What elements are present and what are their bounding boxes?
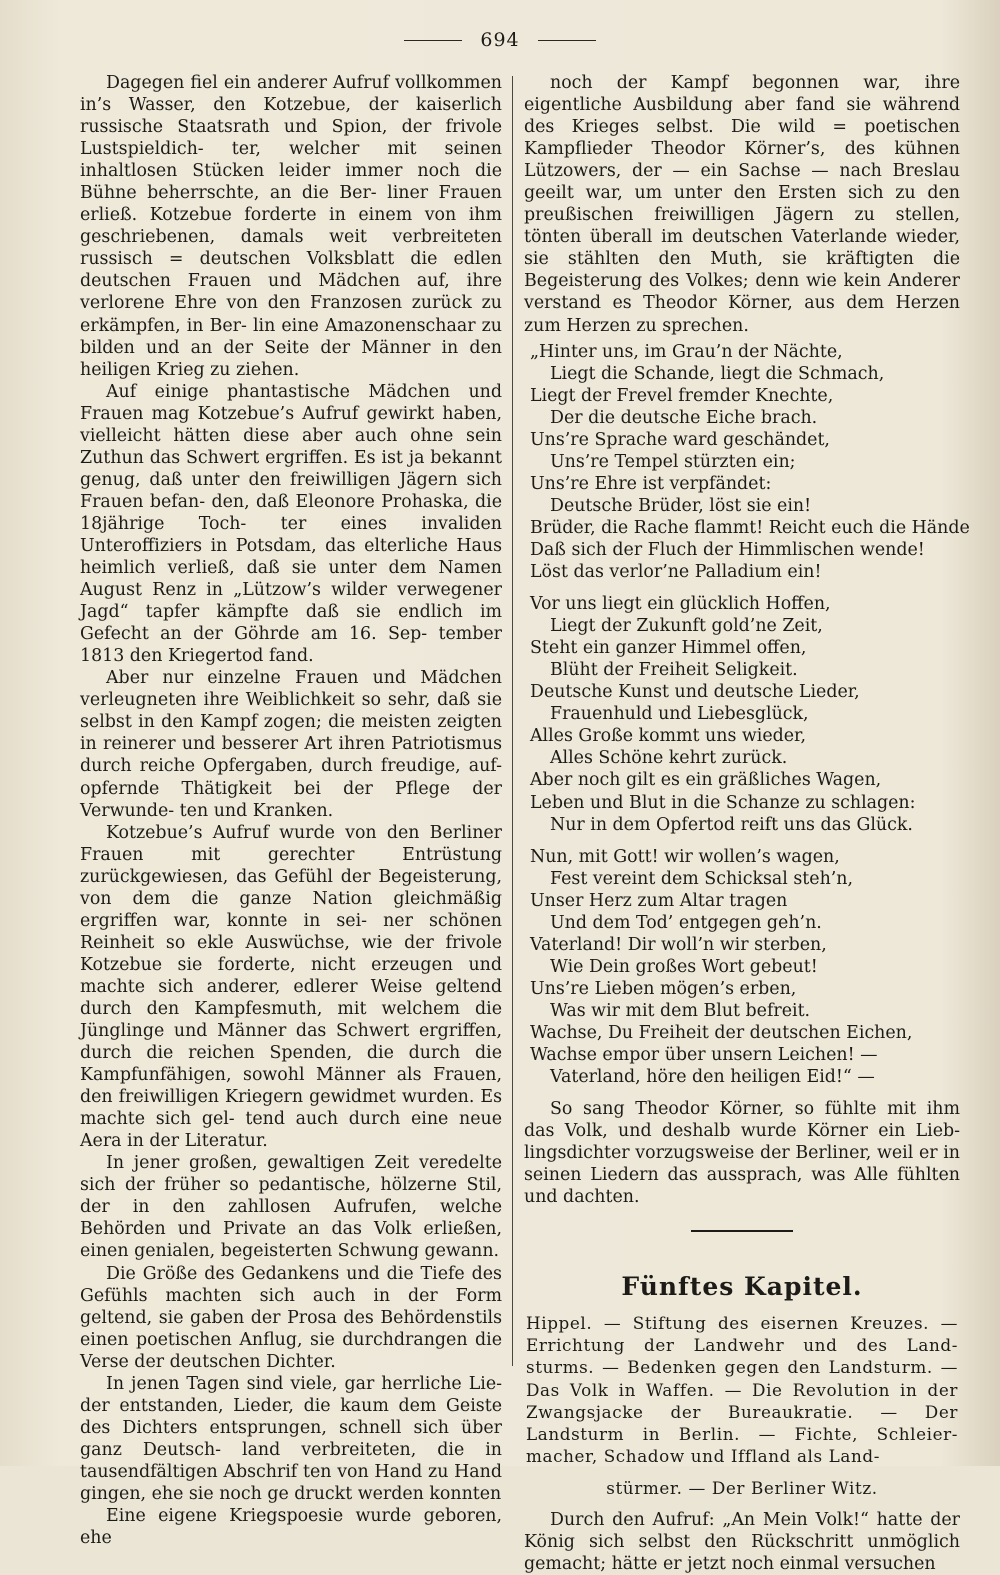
poem-line: Liegt die Schande, liegt die Schmach, bbox=[550, 363, 885, 384]
paragraph: Dagegen fiel ein anderer Aufruf vollkommen in’s Wasser, den Kotzebue, der kaiserlich russische Staatsrath und Spion, der frivole Lustspieldich- ter, welcher mit seinen inhaltlosen Stücken leider immer noch die Bühne beherrschte, an die Ber- liner Frauen erließ. Kotzebue forderte in einem von ihm geschriebenen, damals weit verbreiteten russisch = deutschen Volksblatt die edlen deutschen Frauen und Mädchen auf, ihre verlorene Ehre von den Franzosen zurück zu erkämpfen, in Ber- lin eine Amazonenschaar zu bilden und an der Seite der Männer in den heiligen Krieg zu ziehen. bbox=[80, 73, 502, 380]
poem-stanza bbox=[530, 846, 960, 1089]
poem-line: Fest vereint dem Schicksal steh’n, bbox=[550, 868, 854, 889]
poem-line: Blüht der Freiheit Seligkeit. bbox=[550, 660, 798, 681]
section-rule bbox=[691, 1230, 793, 1232]
left-column bbox=[80, 72, 502, 1549]
poem-line: Aber noch gilt es ein gräßliches Wagen, bbox=[530, 770, 882, 791]
column-divider bbox=[512, 76, 513, 1366]
poem-stanza bbox=[530, 593, 960, 836]
paragraph: In jener großen, gewaltigen Zeit veredelte sich der früher so pedantische, hölzerne Stil, der in den zahllosen Aufrufen, welche Behörden und Private an das Volk erließen, einen genialen, begeisterten Schwung gewann. bbox=[80, 1153, 502, 1262]
poem-line: Liegt der Frevel fremder Knechte, bbox=[530, 385, 834, 406]
header-rule-left bbox=[404, 40, 462, 41]
poem-line: Uns’re Sprache ward geschändet, bbox=[530, 429, 830, 450]
paragraph: Auf einige phantastische Mädchen und Frauen mag Kotzebue’s Aufruf gewirkt haben, vielleicht hätten diese aber auch ohne sein Zuthun das Schwert ergriffen. Es ist ja bekannt genug, daß unter den freiwilligen Jägern sich Frauen befan- den, daß Eleonore Prohaska, die 18jährige Toch- ter eines invaliden Unteroffiziers in Potsdam, das elterliche Haus heimlich verließ, daß sie unter dem Namen August Renz in „Lützow’s wilder verwegener Jagd“ tapfer kämpfte daß sie endlich im Gefecht an der Göhrde am 16. Sep- tember 1813 den Kriegertod fand. bbox=[80, 381, 502, 667]
poem-line: Löst das verlor’ne Palladium ein! bbox=[530, 562, 822, 583]
paragraph: Aber nur einzelne Frauen und Mädchen verleugneten ihre Weiblichkeit so sehr, daß sie selbst in den Kampf zogen; die meisten zeigten in reinerer und besserer Art ihren Patriotismus durch reiche Opfergaben, durch freudige, auf- opfernde Thätigkeit bei der Pflege der Verwunde- ten und Kranken. bbox=[80, 668, 502, 821]
poem-line: Daß sich der Fluch der Himmlischen wende! bbox=[530, 539, 925, 560]
paragraph: Eine eigene Kriegspoesie wurde geboren, ehe bbox=[80, 1506, 502, 1549]
page-number: 694 bbox=[480, 29, 520, 51]
poem-line: Leben und Blut in die Schanze zu schlagen: bbox=[530, 792, 916, 813]
poem-line: Frauenhuld und Liebesglück, bbox=[550, 704, 809, 725]
poem-line: Vor uns liegt ein glücklich Hoffen, bbox=[530, 594, 831, 615]
poem-line: Uns’re Ehre ist verpfändet: bbox=[530, 473, 772, 494]
chapter-title: Fünftes Kapitel. bbox=[621, 1272, 863, 1302]
paragraph: Durch den Aufruf: „An Mein Volk!“ hatte der König sich selbst den Rückschritt unmöglich gemacht; hätte er jetzt noch einmal versuchen bbox=[524, 1509, 960, 1574]
chapter-summary-last-line: stürmer. — Der Berliner Witz. bbox=[606, 1477, 878, 1498]
poem-line: Nun, mit Gott! wir wollen’s wagen, bbox=[530, 846, 840, 867]
poem-line: Wachse empor über unsern Leichen! — bbox=[530, 1045, 878, 1066]
poem-line: Wachse, Du Freiheit der deutschen Eichen, bbox=[530, 1022, 913, 1043]
paragraph: Kotzebue’s Aufruf wurde von den Berliner Frauen mit gerechter Entrüstung zurückgewiesen, das Gefühl der Begeisterung, von dem die ganze Nation gleichmäßig ergriffen war, konnte in sei- ner schönen Reinheit so ekle Auswüchse, wie der frivole Kotzebue sie forderte, nicht erzeugen und machte sich anderer, edlerer Weise geltend durch den Kampfesmuth, mit welchem die Jünglinge und Männer das Schwert ergriffen, durch die reichen Spenden, die durch die Kampfunfähigen, sowohl Männer als Frauen, den freiwilligen Kriegern gewidmet wurden. Es machte sich gel- tend auch durch eine neue Aera in der Literatur. bbox=[80, 822, 502, 1152]
poem-line: Und dem Tod’ entgegen geh’n. bbox=[550, 912, 822, 933]
poem-line: Wie Dein großes Wort gebeut! bbox=[550, 956, 818, 977]
poem-stanza bbox=[530, 341, 970, 584]
header-rule-right bbox=[538, 40, 596, 41]
chapter-summary-text: Hippel. — Stiftung des eisernen Kreuzes. — Errichtung der Landwehr und des Land- sturms. — Bedenken gegen den Landsturm. — Das Volk in Waffen. — Die Revolution in der Zwangsjacke der Bureaukratie. — Der Landsturm in Berlin. — Fichte, Schleier- macher, Schadow und Iffland als Land- bbox=[526, 1313, 958, 1466]
poem-line: Uns’re Lieben mögen’s erben, bbox=[530, 978, 797, 999]
paragraph: noch der Kampf begonnen war, ihre eigentliche Ausbildung aber fand sie während des Krieges selbst. Die wild = poetischen Kampflieder Theodor Körner’s, des kühnen Lützowers, der — ein Sachse — nach Breslau geeilt war, um unter den Ersten sich zu den preußischen freiwilligen Jägern zu stellen, tönten überall im deutschen Vaterlande wieder, sie stählten den Muth, sie kräftigten die Begeisterung des Volkes; denn wie kein Anderer verstand es Theodor Körner, aus dem Herzen zum Herzen zu sprechen. bbox=[524, 73, 960, 336]
poem-line: Nur in dem Opfertod reift uns das Glück. bbox=[550, 814, 913, 835]
poem-line: Was wir mit dem Blut befreit. bbox=[550, 1000, 811, 1021]
chapter-summary bbox=[524, 1312, 960, 1466]
poem-line: Der die deutsche Eiche brach. bbox=[550, 407, 818, 428]
poem-line: Deutsche Kunst und deutsche Lieder, bbox=[530, 682, 860, 703]
poem-line: Deutsche Brüder, löst sie ein! bbox=[550, 495, 812, 516]
poem-line: Vaterland, höre den heiligen Eid!“ — bbox=[550, 1067, 875, 1088]
paragraph: Die Größe des Gedankens und die Tiefe des Gefühls machten sich auch in der Form geltend, sie gaben der Prosa des Behördenstils einen poetischen Anflug, sie durchdrangen die Verse der deutschen Dichter. bbox=[80, 1263, 502, 1372]
poem-line: Alles Große kommt uns wieder, bbox=[530, 726, 806, 747]
paragraph: In jenen Tagen sind viele, gar herrliche Lie- der entstanden, Lieder, die kaum dem Geiste des Dichters entsprungen, schnell sich über ganz Deutsch- land verbreiteten, die in tausendfältigen Abschrif ten von Hand zu Hand gingen, ehe sie noch ge druckt werden konnten bbox=[80, 1373, 502, 1504]
paragraph: So sang Theodor Körner, so fühlte mit ihm das Volk, und deshalb wurde Körner ein Lieb- lingsdichter vorzugsweise der Berliner, weil er in seinen Liedern das aussprach, was Alle fühlten und dachten. bbox=[524, 1099, 960, 1208]
poem-line: Liegt der Zukunft gold’ne Zeit, bbox=[550, 616, 823, 637]
page-header bbox=[0, 26, 1000, 54]
poem-line: Alles Schöne kehrt zurück. bbox=[550, 748, 788, 769]
poem bbox=[530, 341, 970, 1089]
poem-line: Uns’re Tempel stürzten ein; bbox=[550, 451, 796, 472]
right-column bbox=[524, 72, 970, 1575]
poem-line: „Hinter uns, im Grau’n der Nächte, bbox=[530, 341, 843, 362]
poem-line: Vaterland! Dir woll’n wir sterben, bbox=[530, 934, 827, 955]
poem-line: Brüder, die Rache flammt! Reicht euch die Hände bbox=[530, 517, 970, 538]
poem-line: Unser Herz zum Altar tragen bbox=[530, 890, 788, 911]
poem-line: Steht ein ganzer Himmel offen, bbox=[530, 638, 807, 659]
